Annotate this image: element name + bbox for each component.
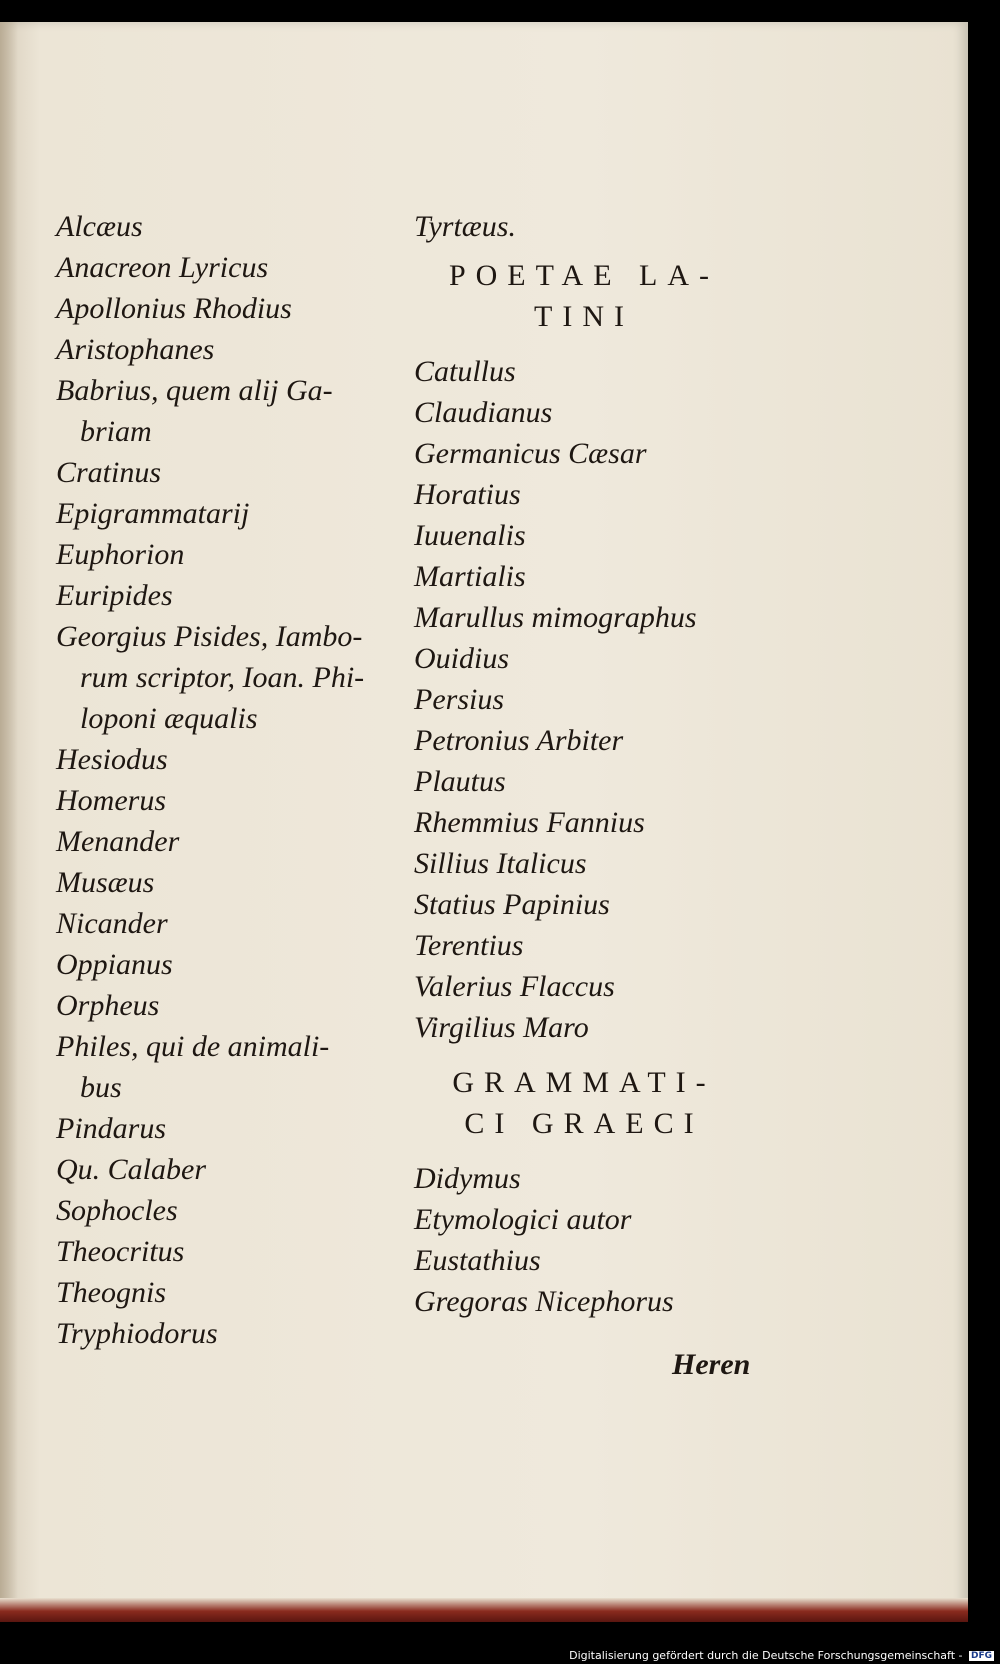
left-column-author-list — [56, 206, 386, 1354]
list-item: Pindarus — [56, 1112, 167, 1145]
list-item: Gregoras Nicephorus — [414, 1285, 674, 1318]
list-item: Statius Papinius — [414, 888, 610, 921]
list-item: Theognis — [56, 1276, 167, 1309]
list-item: Cratinus — [56, 456, 162, 489]
list-item: Epigrammatarij — [56, 497, 250, 530]
list-item: Anacreon Lyricus — [56, 251, 269, 284]
list-item: Euphorion — [56, 538, 185, 571]
right-column-author-list — [414, 206, 754, 1322]
list-item: Virgilius Maro — [414, 1011, 589, 1044]
list-item: Catullus — [414, 355, 516, 388]
list-item: Didymus — [414, 1162, 521, 1195]
list-item: Qu. Calaber — [56, 1153, 206, 1186]
heading-line: GRAMMATI- — [452, 1066, 716, 1099]
grammatici-list — [414, 1158, 754, 1322]
list-item: Homerus — [56, 784, 166, 817]
list-item: Tyrtæus. — [414, 210, 516, 243]
digitization-footer — [569, 1649, 994, 1662]
list-item: Hesiodus — [56, 743, 168, 776]
latini-list — [414, 351, 754, 1048]
list-item-continuation: rum scriptor, Ioan. Phi- — [80, 661, 365, 694]
list-item-continuation: briam — [80, 415, 152, 448]
list-item: Petronius Arbiter — [414, 724, 624, 757]
list-item: Apollonius Rhodius — [56, 292, 292, 325]
list-item: Persius — [414, 683, 504, 716]
list-item: Euripides — [56, 579, 173, 612]
list-item: Martialis — [414, 560, 526, 593]
list-item: Horatius — [414, 478, 521, 511]
catchword: Heren — [672, 1348, 751, 1381]
list-item: Nicander — [56, 907, 168, 940]
list-item: Etymologici autor — [414, 1203, 632, 1236]
footer-text: Digitalisierung gefördert durch die Deutsche Forschungsgemeinschaft - — [569, 1649, 963, 1662]
list-item: Orpheus — [56, 989, 160, 1022]
heading-line: TINI — [534, 300, 634, 333]
page-edge — [0, 1598, 968, 1622]
list-item: Philes, qui de animali- — [56, 1030, 330, 1063]
list-item-continuation: loponi æqualis — [80, 702, 258, 735]
section-heading-grammatici-graeci — [414, 1062, 754, 1144]
list-item: Valerius Flaccus — [414, 970, 615, 1003]
list-item: Plautus — [414, 765, 506, 798]
page-gutter-shadow — [0, 22, 18, 1622]
list-item: Iuuenalis — [414, 519, 526, 552]
list-item: Claudianus — [414, 396, 553, 429]
list-item: Babrius, quem alij Ga- — [56, 374, 333, 407]
list-item: Ouidius — [414, 642, 510, 675]
list-item: Sophocles — [56, 1194, 178, 1227]
book-page — [0, 22, 968, 1622]
list-item: Germanicus Cæsar — [414, 437, 647, 470]
list-item: Oppianus — [56, 948, 173, 981]
dfg-logo-icon: DFG — [970, 1651, 992, 1661]
list-item: Marullus mimographus — [414, 601, 697, 634]
list-item: Rhemmius Fannius — [414, 806, 645, 839]
heading-line: CI GRAECI — [464, 1107, 704, 1140]
list-item: Alcæus — [56, 210, 143, 243]
section-heading-poetae-latini — [414, 255, 754, 337]
list-item: Georgius Pisides, Iambo- — [56, 620, 363, 653]
heading-line: POETAE LA- — [448, 259, 720, 292]
list-item: Musæus — [56, 866, 155, 899]
list-item-continuation: bus — [80, 1071, 122, 1104]
list-item: Sillius Italicus — [414, 847, 587, 880]
list-item: Theocritus — [56, 1235, 185, 1268]
list-item: Eustathius — [414, 1244, 541, 1277]
list-item: Tryphiodorus — [56, 1317, 218, 1350]
list-item: Terentius — [414, 929, 524, 962]
list-item: Menander — [56, 825, 180, 858]
list-item: Aristophanes — [56, 333, 215, 366]
